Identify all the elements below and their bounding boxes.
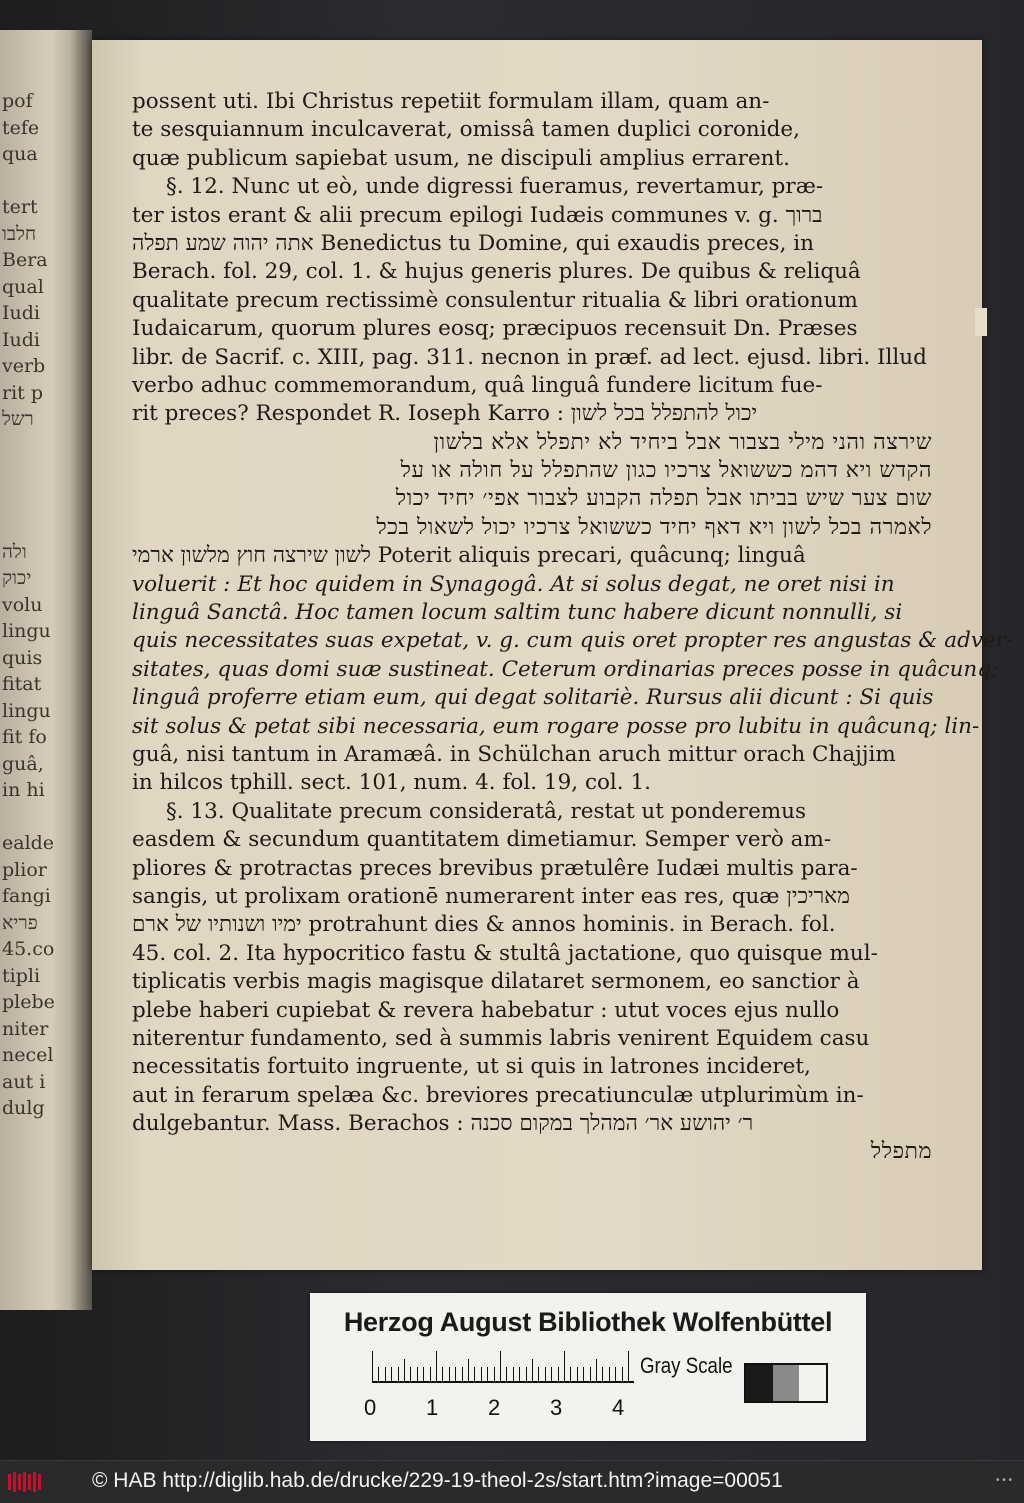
- ruler-tick: [487, 1367, 488, 1381]
- facing-page-line: qua: [2, 143, 38, 165]
- book-page: [92, 40, 1014, 1270]
- ruler-tick: [404, 1359, 405, 1381]
- ruler-tick: [615, 1367, 616, 1381]
- facing-page-line: Iudi: [2, 302, 40, 324]
- ruler-tick: [622, 1367, 623, 1381]
- measurement-ruler: [372, 1351, 634, 1383]
- ruler-tick: [551, 1367, 552, 1381]
- text-line: לאמרה בכל לשון ויא דאף יחיד כששואל צרכיו יכול לשאול בכל: [376, 514, 932, 540]
- gray-scale-swatch: [744, 1363, 828, 1403]
- ruler-tick: [423, 1367, 424, 1381]
- facing-page-line: quis: [2, 646, 43, 669]
- text-line: plebe haberi cupiebat & revera habebatur : utut voces ejus nullo: [132, 997, 840, 1023]
- facing-page-line: fit fo: [2, 726, 47, 748]
- facing-page-line: guâ,: [2, 752, 44, 775]
- ruler-tick: [462, 1367, 463, 1381]
- ruler-number: 3: [550, 1395, 563, 1420]
- facing-page-line: plebe: [2, 991, 55, 1013]
- facing-page-line: tipli: [2, 964, 41, 987]
- ruler-tick: [385, 1367, 386, 1381]
- page-tab: [975, 308, 987, 336]
- text-line: niterentur fundamento, sed à summis labris venirent Equidem casu: [132, 1025, 870, 1051]
- facing-page-line: פריא: [2, 911, 38, 934]
- text-line: ter istos erant & alii precum epilogi Iudæis communes v. g. ברוך: [132, 202, 823, 228]
- facing-page-line: fangi: [2, 885, 51, 907]
- facing-page-line: tefe: [2, 116, 40, 139]
- ruler-tick: [602, 1367, 603, 1381]
- ruler-tick: [590, 1367, 591, 1381]
- ruler-tick: [628, 1351, 629, 1381]
- facing-page-line: ולה: [2, 540, 27, 563]
- ruler-tick: [391, 1367, 392, 1381]
- ruler-tick: [538, 1367, 539, 1381]
- text-line: 45. col. 2. Ita hypocritico fastu & stultâ jactatione, quo quisque mul-: [132, 940, 878, 966]
- facing-page-line: aut i: [2, 1070, 46, 1093]
- text-line: שום צער שיש בביתו אבל תפלה הקבוע לצבור אפי׳ יחיד יכול: [395, 486, 932, 512]
- ruler-number: 1: [426, 1395, 439, 1420]
- footer-dots: • • •: [995, 1475, 1012, 1486]
- facing-page-line: plior: [2, 858, 47, 881]
- ruler-tick: [609, 1367, 610, 1381]
- facing-page-line: volu: [2, 593, 43, 616]
- text-line: sit solus & petat sibi necessaria, eum rogare posse pro lubitu in quâcunq; lin-: [132, 713, 980, 739]
- text-line: in hilcos tphill. sect. 101, num. 4. fol. 19, col. 1.: [132, 770, 651, 796]
- ruler-tick: [430, 1367, 431, 1381]
- ruler-tick: [526, 1367, 527, 1381]
- text-line: Iudaicarum, quorum plures eosq; præcipuos recensuit Dn. Præses: [132, 316, 858, 342]
- text-line: tiplicatis verbis magis magisque dilataret sermonem, eo sanctior à: [132, 969, 860, 995]
- text-line: te sesquiannum inculcaverat, omissâ tamen duplici coronide,: [132, 117, 800, 143]
- facing-page-line: lingu: [2, 699, 51, 722]
- facing-page-line: fitat: [2, 673, 42, 695]
- ruler-tick: [596, 1359, 597, 1381]
- text-line: sitates, quas domi suæ sustineat. Ceterum ordinarias preces posse in quâcunq;: [132, 656, 999, 682]
- ruler-number: 0: [364, 1395, 377, 1420]
- ruler-tick: [519, 1367, 520, 1381]
- text-line: voluerit : Et hoc quidem in Synagogâ. At si solus degat, ne oret nisi in: [132, 571, 895, 597]
- facing-page-line: niter: [2, 1017, 49, 1040]
- ruler-tick: [378, 1367, 379, 1381]
- facing-page-line: rit p: [2, 381, 43, 404]
- ruler-tick: [455, 1367, 456, 1381]
- gray-scale-label: Gray Scale: [640, 1353, 733, 1378]
- text-line: dulgebantur. Mass. Berachos : ר׳ יהושע אר׳ המהלך במקום סכנה: [132, 1111, 754, 1137]
- copyright-url[interactable]: © HAB http://diglib.hab.de/drucke/229-19-theol-2s/start.htm?image=00051: [92, 1469, 783, 1492]
- text-line: §. 13. Qualitate precum consideratâ, restat ut ponderemus: [166, 798, 807, 824]
- ruler-number: 4: [612, 1395, 625, 1420]
- library-card: [310, 1293, 866, 1441]
- facing-page-line: יכוק: [2, 567, 32, 589]
- text-line: אתה יהוה שמע תפלה Benedictus tu Domine, qui exaudis preces, in: [132, 230, 814, 256]
- ruler-number: 2: [488, 1395, 501, 1420]
- facing-page-line: ealde: [2, 832, 55, 854]
- text-line: linguâ Sanctâ. Hoc tamen locum saltim tunc habere dicunt nonnulli, si: [132, 600, 903, 626]
- ruler-tick: [500, 1351, 501, 1381]
- ruler-tick: [583, 1367, 584, 1381]
- text-line: verbo adhuc commemorandum, quâ linguâ fundere licitum fue-: [132, 372, 823, 398]
- facing-page-line: verb: [2, 355, 46, 377]
- facing-page-line: חלבו: [2, 222, 37, 245]
- hab-logo-icon: [6, 1470, 44, 1494]
- page-text-block: [132, 88, 1014, 1167]
- ruler-tick: [570, 1367, 571, 1381]
- facing-page-line: Bera: [2, 249, 48, 271]
- text-line: linguâ proferre etiam eum, qui degat solitariè. Rursus alii dicunt : Si quis: [132, 685, 934, 711]
- facing-page-line: in hi: [2, 779, 45, 801]
- text-line: §. 12. Nunc ut eò, unde digressi fueramus, revertamur, præ-: [166, 174, 824, 200]
- text-line: שירצה והני מילי בצבור אבל ביחיד לא יתפלל אלא בלשון: [433, 429, 932, 455]
- text-line: possent uti. Ibi Christus repetiit formulam illam, quam an-: [132, 89, 770, 114]
- facing-page-line: dulg: [2, 1097, 45, 1119]
- facing-page-line: tert: [2, 196, 38, 218]
- page-gutter-shadow: [70, 30, 92, 1310]
- facing-page-line: Iudi: [2, 328, 40, 351]
- text-line: מתפלל: [870, 1139, 932, 1165]
- ruler-tick: [481, 1367, 482, 1381]
- ruler-tick: [372, 1351, 373, 1381]
- text-line: quæ publicum sapiebat usum, ne discipuli amplius errarent.: [132, 145, 790, 171]
- text-line: necessitatis fortuito ingruente, ut si quis in latrones incideret,: [132, 1054, 811, 1080]
- text-line: לשון שירצה חוץ מלשון ארמי Poterit aliquis precari, quâcunq; linguâ: [132, 543, 806, 569]
- facing-page-line: lingu: [2, 620, 51, 642]
- viewer-footer: [0, 1460, 1024, 1503]
- facing-page-line: necel: [2, 1044, 54, 1066]
- facing-page-line: 45.co: [2, 938, 55, 960]
- library-name: Herzog August Bibliothek Wolfenbüttel: [343, 1307, 833, 1337]
- facing-page-line: pof: [2, 90, 33, 112]
- text-line: הקדש ויא דהמ כששואל צרכיו כגון שהתפלל על חולה או על: [400, 458, 932, 484]
- ruler-tick: [577, 1367, 578, 1381]
- ruler-tick: [545, 1367, 546, 1381]
- facing-page-edge: [0, 30, 92, 1310]
- ruler-tick: [410, 1367, 411, 1381]
- text-line: guâ, nisi tantum in Aramæâ. in Schülchan aruch mittur orach Chajjim: [132, 741, 896, 767]
- ruler-tick: [449, 1367, 450, 1381]
- ruler-tick: [506, 1367, 507, 1381]
- text-line: Berach. fol. 29, col. 1. & hujus generis plures. De quibus & reliquâ: [132, 259, 861, 285]
- ruler-tick: [417, 1367, 418, 1381]
- ruler-tick: [398, 1367, 399, 1381]
- ruler-tick: [474, 1367, 475, 1381]
- ruler-tick: [436, 1351, 437, 1381]
- text-line: rit preces? Respondet R. Ioseph Karro : יכול להתפלל בכל לשון: [132, 401, 758, 427]
- text-line: pliores & protractas preces brevibus prætulêre Iudæi multis para-: [132, 855, 858, 881]
- text-line: easdem & secundum quantitatem dimetiamur. Semper verò am-: [132, 827, 832, 853]
- text-line: aut in ferarum spelæa &c. breviores precatiunculæ utplurimùm in-: [132, 1082, 864, 1108]
- ruler-tick: [442, 1367, 443, 1381]
- text-line: qualitate precum rectissimè consulentur ritualia & libri orationum: [132, 287, 858, 313]
- ruler-tick: [468, 1359, 469, 1381]
- text-line: quis necessitates suas expetat, v. g. cum quis oret propter res angustas & adver-: [132, 628, 1014, 654]
- ruler-tick: [513, 1367, 514, 1381]
- ruler-tick: [532, 1359, 533, 1381]
- ruler-tick: [494, 1367, 495, 1381]
- text-line: ימיו ושנותיו של ארם protrahunt dies & annos hominis. in Berach. fol.: [132, 912, 836, 938]
- facing-page-line: רשל: [2, 408, 34, 430]
- ruler-tick: [558, 1367, 559, 1381]
- facing-page-line: qual: [2, 275, 44, 298]
- ruler-tick: [564, 1351, 565, 1381]
- text-line: libr. de Sacrif. c. XIII, pag. 311. necnon in præf. ad lect. ejusd. libri. Illud: [132, 344, 927, 370]
- text-line: sangis, ut prolixam orationē numerarent inter eas res, quæ מאריכין: [132, 883, 850, 909]
